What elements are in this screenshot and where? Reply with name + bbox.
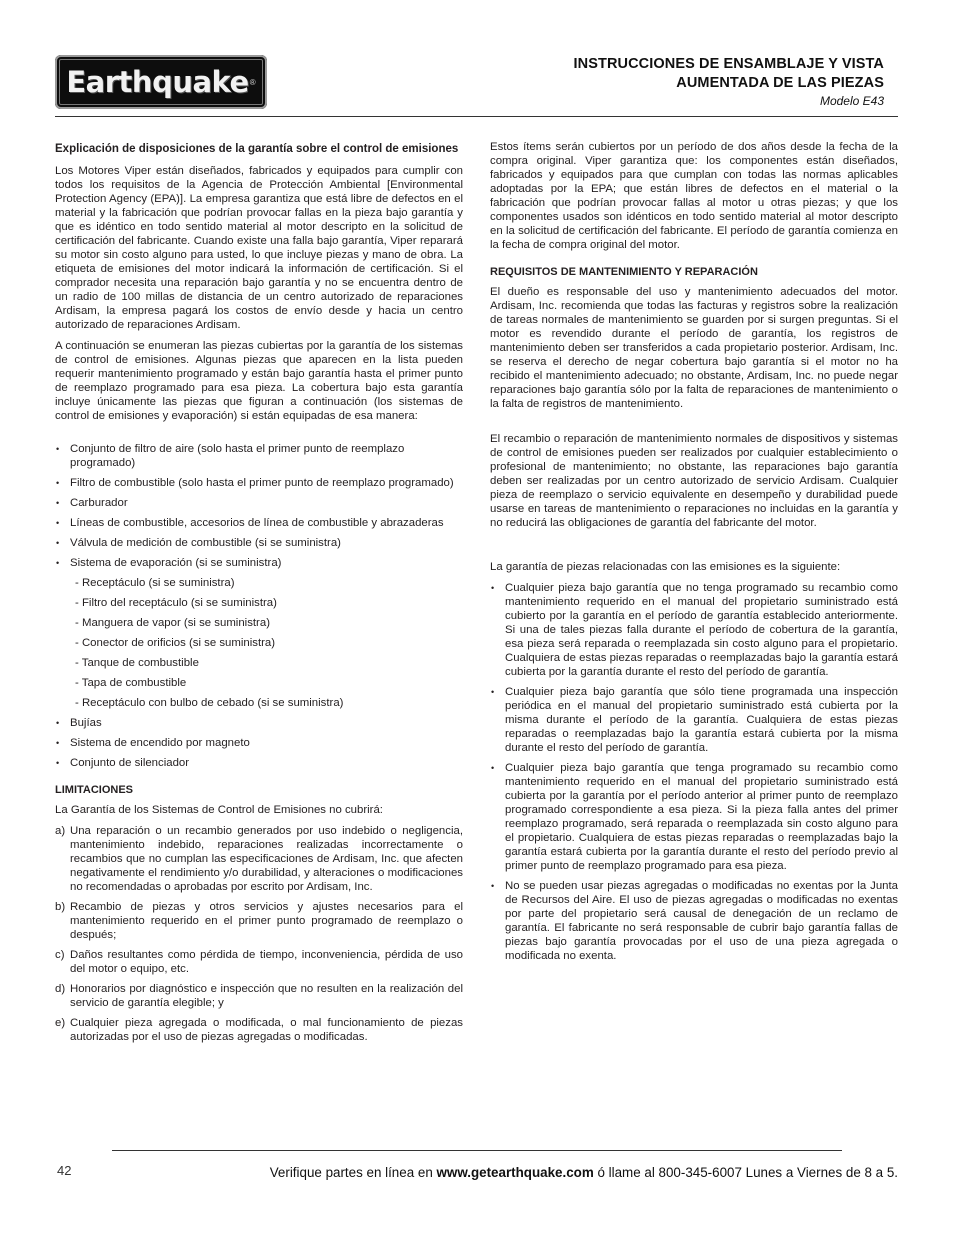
right-column xyxy=(490,140,898,971)
coverage-period-paragraph: Estos ítems serán cubiertos por un período de dos años desde la fecha de la compra original. Viper garantiza que: los componentes están diseñados, fabricados y equipados para que cumplan con todas las normas aplicables adoptadas por la EPA; que están libres de defectos en el material o la fabricación que podrían provocar fallas al motor u otras piezas; y que los componentes usados son idénticos en todo sentido material al motor descripto en la solicitud de certificación del fabricante. El período de garantía comienza en la fecha de compra original del motor. xyxy=(490,141,898,251)
list-item xyxy=(55,982,463,1010)
list-subitem: - Tapa de combustible xyxy=(75,677,187,689)
warranty-heading: Explicación de disposiciones de la garantía sobre el control de emisiones xyxy=(55,143,459,155)
list-item xyxy=(55,900,463,942)
footer-text-post: ó llame al 800-345-6007 Lunes a Viernes de 8 a 5. xyxy=(593,1165,898,1180)
list-subitem: - Manguera de vapor (si se suministra) xyxy=(75,617,270,629)
list-subitem: - Receptáculo (si se suministra) xyxy=(75,577,235,589)
left-column xyxy=(55,140,463,1050)
registered-mark: ® xyxy=(249,77,256,87)
title-line-1: INSTRUCCIONES DE ENSAMBLAJE Y VISTA xyxy=(573,56,884,72)
list-item: • Conjunto de silenciador xyxy=(55,756,463,770)
list-item: • Sistema de encendido por magneto xyxy=(55,736,463,750)
list-item: • Válvula de medición de combustible (si se suministra) xyxy=(55,536,463,550)
list-item: • Cualquier pieza bajo garantía que tenga programado su recambio como mantenimiento requerido en el manual del propietario suministrado está cubierta por la garantía por el período anterior al primer punto de reemplazo programado correspondiente a esa pieza. Si la pieza falla antes del primer reemplazo programado, será reparada o reemplazada sin costo alguno para el propietario. Cualquiera de estas piezas reparadas o reemplazadas bajo la garantía estará cubierta por la garantía durante el resto del período previo al primer punto de reemplazo programado para esa pieza. xyxy=(490,761,898,873)
maintenance-replacement-paragraph: El recambio o reparación de mantenimiento normales de dispositivos y sistemas de control de emisiones pueden ser realizados por cualquier establecimiento o profesional de mantenimiento; no obstante, las reparaciones bajo garantía deben ser realizadas por un centro autorizado de servicio Ardisam. Cualquier pieza de reemplazo o servicio equivalente en desempeño y durabilidad puede usarse en tareas de mantenimiento o reparaciones no incluidas en la garantía y no reducirá las obligaciones de garantía del fabricante del motor. xyxy=(490,433,898,529)
list-subitem: - Conector de orificios (si se suministra) xyxy=(75,637,276,649)
list-item: • Cualquier pieza bajo garantía que no tenga programado su recambio como mantenimiento requerido en el manual del propietario suministrado está cubierto por la garantía en el período de garantía establecido anteriormente. Si una de tales piezas falla durante el período de cobertura de la garantía, esa pieza será reparada o reemplazada sin costo alguno para el propietario. Cualquiera de estas piezas reparadas o reemplazadas bajo la garantía estará cubierta por la garantía durante el resto del período de garantía. xyxy=(490,581,898,679)
covered-parts-paragraph: A continuación se enumeran las piezas cubiertas por la garantía de los sistemas de control de emisiones. Algunas piezas que aparecen en la lista pueden requerir mantenimiento programado y están bajo garantía hasta el primer punto de reemplazo programado para esa pieza. La cobertura bajo esta garantía incluye únicamente las piezas que figuran a continuación (los sistemas de control de emisiones y evaporación) si están equipadas de esa manera: xyxy=(55,340,463,422)
list-marker: e) xyxy=(55,1017,66,1029)
document-header xyxy=(574,55,884,109)
list-subitem: - Filtro del receptáculo (si se suministra) xyxy=(75,597,277,609)
emission-parts-intro: La garantía de piezas relacionadas con las emisiones es la siguiente: xyxy=(490,561,841,573)
footer-text-pre: Verifique partes en línea en xyxy=(269,1165,437,1180)
list-subitem: - Receptáculo con bulbo de cebado (si se suministra) xyxy=(75,697,344,709)
warranty-intro-paragraph: Los Motores Viper están diseñados, fabricados y equipados para cumplir con todos los requisitos de la Agencia de Protección Ambiental [Environmental Protection Agency (EPA)]. La empresa garantiza que está libre de defectos en el material y la fabricación que podrían provocar fallas en la pieza bajo garantía y que es idéntico en todo sentido material al motor descripto en la solicitud de certificación del fabricante. Cuando existe una falla bajo garantía, Viper reparará su motor sin costo alguno para usted, lo que incluye piezas y mano de obra. La etiqueta de emisiones del motor indicará la información de certificación. Si el comprador necesita una reparación bajo garantía y no se encuentra dentro de un radio de 100 millas de distancia de un centro autorizado de reparaciones Ardisam, la empresa pagará los costos de envío desde y hacia un centro autorizado de reparaciones Ardisam. xyxy=(55,165,463,331)
list-item: • Líneas de combustible, accesorios de línea de combustible y abrazaderas xyxy=(55,516,463,530)
footer-divider xyxy=(112,1150,842,1151)
owner-responsibility-paragraph: El dueño es responsable del uso y mantenimiento adecuados del motor. Ardisam, Inc. recomienda que todas las facturas y registros sobre la realización de tareas normales de mantenimiento se guarden por si surgen preguntas. Si el motor es revendido durante el período de garantía, los registros de mantenimiento deben ser transferidos a cada propietario posterior. Ardisam, Inc. se reserva el derecho de negar cobertura bajo garantía si el motor no ha recibido el mantenimiento adecuado; no obstante, Ardisam, Inc. no puede negar reparaciones bajo garantía sólo por la falta de reparaciones de mantenimiento o la falta de registros de mantenimiento. xyxy=(490,286,898,410)
covered-parts-list xyxy=(55,442,463,770)
limitations-intro: La Garantía de los Sistemas de Control de Emisiones no cubrirá: xyxy=(55,804,383,816)
maintenance-heading: REQUISITOS DE MANTENIMIENTO Y REPARACIÓN xyxy=(490,266,758,278)
emission-parts-list xyxy=(490,581,898,963)
list-item-text: Una reparación o un recambio generados por uso indebido o negligencia, mantenimiento indebido, reparaciones realizadas incorrectamente o recambios que no cumplan las especificaciones de Ardisam, Inc. que afecten negativamente el rendimiento y/o durabilidad, y alteraciones o modificaciones no recomendadas o aprobadas por escrito por Ardisam, Inc. xyxy=(70,825,463,893)
list-item-text: Honorarios por diagnóstico e inspección que no resulten en la realización del servicio de garantía elegible; y xyxy=(70,983,463,1009)
list-item xyxy=(55,824,463,894)
list-item-text: Cualquier pieza agregada o modificada, o mal funcionamiento de piezas autorizadas por el uso de piezas agregadas o modificadas. xyxy=(70,1017,463,1043)
logo-text: Earthquake xyxy=(66,65,249,99)
list-item: • Bujías xyxy=(55,716,463,730)
page-number: 42 xyxy=(57,1163,72,1178)
list-item-text: Recambio de piezas y otros servicios y ajustes necesarios para el mantenimiento requerido en el primer punto programado de reemplazo o después; xyxy=(70,901,463,941)
list-item: • Cualquier pieza bajo garantía que sólo tiene programada una inspección periódica en el manual del propietario suministrado está cubierta por la misma durante el período de la garantía. Cualquiera de estas piezas reparadas o reemplazadas bajo la garantía estará cubierta por la misma durante el resto del período de garantía. xyxy=(490,685,898,755)
list-item: • No se pueden usar piezas agregadas o modificadas no exentas por la Junta de Recursos del Aire. El uso de piezas agregadas o modificadas no exentas por parte del propietario será causal de denegación de un reclamo de garantía. El fabricante no será responsable de cubrir bajo garantía fallas de piezas bajo garantía provocadas por el uso de una pieza agregada o modificada no exenta. xyxy=(490,879,898,963)
list-marker: a) xyxy=(55,825,66,837)
header-divider xyxy=(55,116,898,117)
limitations-heading: LIMITACIONES xyxy=(55,784,134,796)
list-item: • Carburador xyxy=(55,496,463,510)
list-item: • Filtro de combustible (solo hasta el primer punto de reemplazo programado) xyxy=(55,476,463,490)
website-link[interactable]: www.getearthquake.com xyxy=(436,1165,594,1180)
limitations-list xyxy=(55,824,463,1044)
list-marker: c) xyxy=(55,949,65,961)
list-marker: b) xyxy=(55,901,66,913)
list-marker: d) xyxy=(55,983,66,995)
list-item xyxy=(55,948,463,976)
list-item: • Conjunto de filtro de aire (solo hasta el primer punto de reemplazo programado) xyxy=(55,442,463,470)
footer-contact xyxy=(270,1165,898,1180)
list-item: • Sistema de evaporación (si se suministra) xyxy=(55,556,463,570)
earthquake-logo xyxy=(55,55,267,109)
list-item-text: Daños resultantes como pérdida de tiempo, inconveniencia, pérdida de uso del motor o equipo, etc. xyxy=(70,949,463,975)
list-item xyxy=(55,1016,463,1044)
title-line-2: AUMENTADA DE LAS PIEZAS xyxy=(676,75,884,91)
list-subitem: - Tanque de combustible xyxy=(75,657,199,669)
model-label: Modelo E43 xyxy=(819,94,884,108)
